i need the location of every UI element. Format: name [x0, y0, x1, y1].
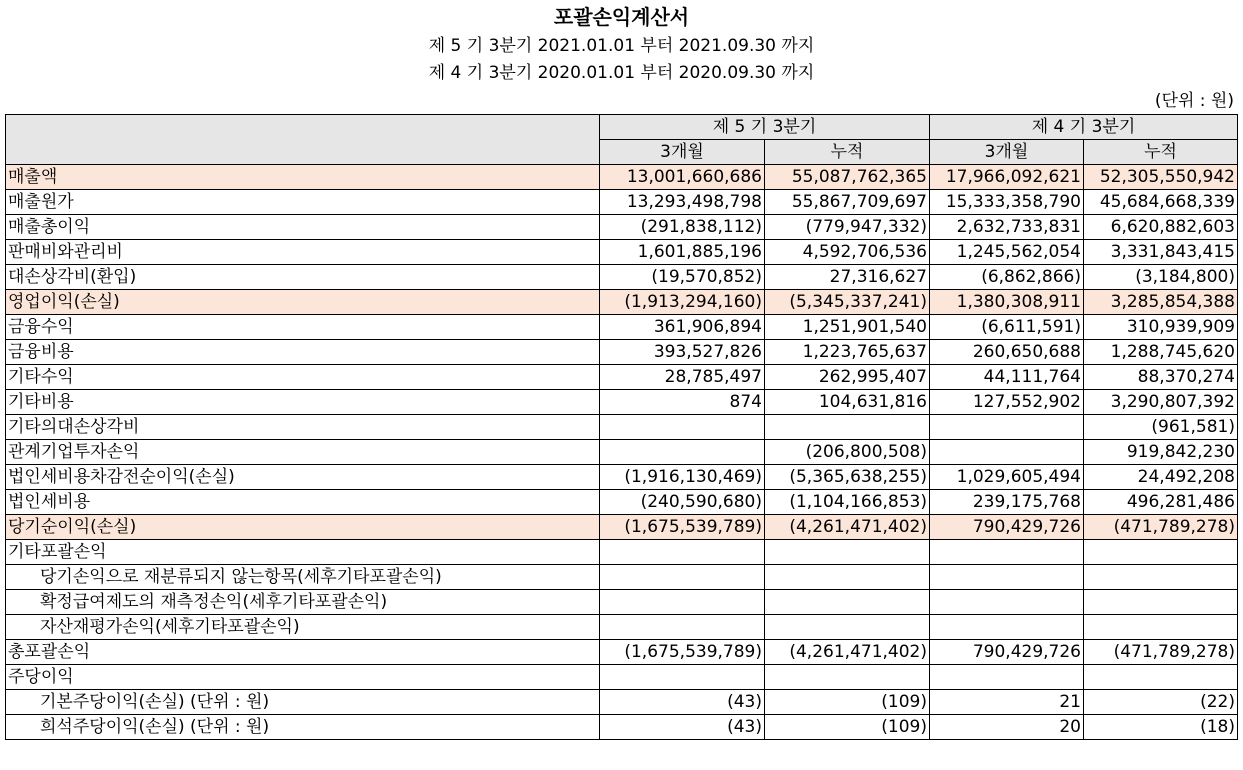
current-cumulative-value: 55,087,762,365	[765, 165, 930, 190]
account-label: 주당이익	[6, 665, 600, 690]
account-label: 기타수익	[6, 365, 600, 390]
prior-three-month-value	[930, 565, 1084, 590]
current-three-month-value: 361,906,894	[600, 315, 765, 340]
prior-cumulative-value: 1,288,745,620	[1084, 340, 1238, 365]
prior-three-month-value	[930, 540, 1084, 565]
current-period-range: 제 5 기 3분기 2021.01.01 부터 2021.09.30 까지	[428, 36, 815, 56]
table-row	[6, 165, 1238, 190]
table-header	[6, 115, 1238, 165]
table-row	[6, 340, 1238, 365]
prior-cumulative-value: (471,789,278)	[1084, 515, 1238, 540]
current-cumulative-value: 4,592,706,536	[765, 240, 930, 265]
current-three-month-value	[600, 565, 765, 590]
table-row	[6, 390, 1238, 415]
current-three-month-value	[600, 440, 765, 465]
table-row	[6, 215, 1238, 240]
current-three-month-value: (1,916,130,469)	[600, 465, 765, 490]
account-label: 영업이익(손실)	[6, 290, 600, 315]
account-label: 관계기업투자손익	[6, 440, 600, 465]
prior-cumulative-value: (961,581)	[1084, 415, 1238, 440]
header-current-period: 제 5 기 3분기	[600, 115, 930, 140]
prior-three-month-value: 15,333,358,790	[930, 190, 1084, 215]
account-label: 금융비용	[6, 340, 600, 365]
unit-label: (단위 : 원)	[1154, 91, 1234, 111]
prior-cumulative-value: 3,331,843,415	[1084, 240, 1238, 265]
current-cumulative-value: (4,261,471,402)	[765, 640, 930, 665]
prior-three-month-value: 260,650,688	[930, 340, 1084, 365]
current-cumulative-value	[765, 665, 930, 690]
prior-cumulative-value	[1084, 665, 1238, 690]
account-label: 기타포괄손익	[6, 540, 600, 565]
current-three-month-value: 13,293,498,798	[600, 190, 765, 215]
prior-three-month-value	[930, 615, 1084, 640]
prior-cumulative-value: 45,684,668,339	[1084, 190, 1238, 215]
current-three-month-value: (1,675,539,789)	[600, 640, 765, 665]
prior-three-month-value: (6,611,591)	[930, 315, 1084, 340]
current-three-month-value: (1,913,294,160)	[600, 290, 765, 315]
prior-three-month-value: 17,966,092,621	[930, 165, 1084, 190]
current-three-month-value: 393,527,826	[600, 340, 765, 365]
account-label: 매출원가	[6, 190, 600, 215]
prior-three-month-value: 239,175,768	[930, 490, 1084, 515]
table-row	[6, 315, 1238, 340]
prior-cumulative-value: 24,492,208	[1084, 465, 1238, 490]
table-row	[6, 415, 1238, 440]
current-three-month-value	[600, 415, 765, 440]
header-current-three-month: 3개월	[600, 140, 765, 165]
prior-three-month-value	[930, 590, 1084, 615]
current-cumulative-value: 262,995,407	[765, 365, 930, 390]
prior-three-month-value	[930, 415, 1084, 440]
table-row	[6, 665, 1238, 690]
prior-three-month-value	[930, 440, 1084, 465]
income-statement-table	[5, 114, 1238, 740]
header-prior-three-month: 3개월	[930, 140, 1084, 165]
current-cumulative-value: 27,316,627	[765, 265, 930, 290]
prior-cumulative-value: 88,370,274	[1084, 365, 1238, 390]
current-cumulative-value: (206,800,508)	[765, 440, 930, 465]
prior-cumulative-value: 6,620,882,603	[1084, 215, 1238, 240]
table-row	[6, 440, 1238, 465]
table-row	[6, 190, 1238, 215]
prior-three-month-value: 1,029,605,494	[930, 465, 1084, 490]
prior-cumulative-value: (18)	[1084, 715, 1238, 740]
table-row	[6, 690, 1238, 715]
account-label: 법인세비용차감전순이익(손실)	[6, 465, 600, 490]
prior-three-month-value: 44,111,764	[930, 365, 1084, 390]
current-three-month-value: 13,001,660,686	[600, 165, 765, 190]
prior-three-month-value: 21	[930, 690, 1084, 715]
table-row	[6, 265, 1238, 290]
prior-cumulative-value: 3,290,807,392	[1084, 390, 1238, 415]
current-cumulative-value: 55,867,709,697	[765, 190, 930, 215]
table-row	[6, 490, 1238, 515]
table-row	[6, 515, 1238, 540]
prior-three-month-value: 2,632,733,831	[930, 215, 1084, 240]
account-label: 총포괄손익	[6, 640, 600, 665]
current-cumulative-value: 1,251,901,540	[765, 315, 930, 340]
prior-cumulative-value	[1084, 565, 1238, 590]
table-row	[6, 640, 1238, 665]
prior-three-month-value: 20	[930, 715, 1084, 740]
current-three-month-value: (240,590,680)	[600, 490, 765, 515]
current-cumulative-value: (779,947,332)	[765, 215, 930, 240]
account-label: 희석주당이익(손실) (단위 : 원)	[6, 715, 600, 740]
prior-cumulative-value: 310,939,909	[1084, 315, 1238, 340]
current-cumulative-value: (4,261,471,402)	[765, 515, 930, 540]
current-cumulative-value: (109)	[765, 715, 930, 740]
header-current-cumulative: 누적	[765, 140, 930, 165]
table-row	[6, 465, 1238, 490]
prior-three-month-value: 1,245,562,054	[930, 240, 1084, 265]
prior-cumulative-value	[1084, 590, 1238, 615]
table-row	[6, 565, 1238, 590]
current-three-month-value	[600, 540, 765, 565]
prior-cumulative-value: (3,184,800)	[1084, 265, 1238, 290]
prior-three-month-value: 790,429,726	[930, 640, 1084, 665]
current-three-month-value: (1,675,539,789)	[600, 515, 765, 540]
account-label: 당기순이익(손실)	[6, 515, 600, 540]
current-three-month-value: 874	[600, 390, 765, 415]
current-three-month-value: (43)	[600, 690, 765, 715]
current-cumulative-value: (5,345,337,241)	[765, 290, 930, 315]
table-row	[6, 540, 1238, 565]
prior-cumulative-value	[1084, 540, 1238, 565]
prior-cumulative-value: (471,789,278)	[1084, 640, 1238, 665]
prior-cumulative-value: 919,842,230	[1084, 440, 1238, 465]
account-label: 기타의대손상각비	[6, 415, 600, 440]
table-row	[6, 365, 1238, 390]
prior-cumulative-value: 3,285,854,388	[1084, 290, 1238, 315]
table-row	[6, 290, 1238, 315]
current-cumulative-value	[765, 615, 930, 640]
prior-period-range: 제 4 기 3분기 2020.01.01 부터 2020.09.30 까지	[428, 63, 815, 83]
current-cumulative-value: (1,104,166,853)	[765, 490, 930, 515]
account-label: 금융수익	[6, 315, 600, 340]
current-three-month-value: (43)	[600, 715, 765, 740]
table-row	[6, 240, 1238, 265]
current-three-month-value: (19,570,852)	[600, 265, 765, 290]
account-label: 판매비와관리비	[6, 240, 600, 265]
table-row	[6, 615, 1238, 640]
header-prior-period: 제 4 기 3분기	[930, 115, 1238, 140]
account-label: 매출액	[6, 165, 600, 190]
prior-cumulative-value: (22)	[1084, 690, 1238, 715]
current-three-month-value: 1,601,885,196	[600, 240, 765, 265]
current-three-month-value: 28,785,497	[600, 365, 765, 390]
current-three-month-value	[600, 590, 765, 615]
account-label: 기본주당이익(손실) (단위 : 원)	[6, 690, 600, 715]
current-three-month-value: (291,838,112)	[600, 215, 765, 240]
current-cumulative-value: 104,631,816	[765, 390, 930, 415]
header-prior-cumulative: 누적	[1084, 140, 1238, 165]
prior-three-month-value: 1,380,308,911	[930, 290, 1084, 315]
current-cumulative-value	[765, 415, 930, 440]
account-label: 법인세비용	[6, 490, 600, 515]
table-body	[6, 165, 1238, 740]
account-label: 기타비용	[6, 390, 600, 415]
statement-title: 포괄손익계산서	[553, 5, 690, 29]
current-cumulative-value: (5,365,638,255)	[765, 465, 930, 490]
prior-three-month-value: (6,862,866)	[930, 265, 1084, 290]
header-account-cell	[6, 115, 600, 165]
account-label: 자산재평가손익(세후기타포괄손익)	[6, 615, 600, 640]
account-label: 당기손익으로 재분류되지 않는항목(세후기타포괄손익)	[6, 565, 600, 590]
header-row-periods	[6, 115, 1238, 140]
prior-cumulative-value	[1084, 615, 1238, 640]
current-cumulative-value	[765, 540, 930, 565]
account-label: 매출총이익	[6, 215, 600, 240]
table-row	[6, 715, 1238, 740]
prior-three-month-value: 790,429,726	[930, 515, 1084, 540]
current-cumulative-value	[765, 565, 930, 590]
account-label: 대손상각비(환입)	[6, 265, 600, 290]
account-label: 확정급여제도의 재측정손익(세후기타포괄손익)	[6, 590, 600, 615]
prior-three-month-value	[930, 665, 1084, 690]
table-row	[6, 590, 1238, 615]
current-cumulative-value	[765, 590, 930, 615]
current-three-month-value	[600, 615, 765, 640]
prior-cumulative-value: 52,305,550,942	[1084, 165, 1238, 190]
prior-three-month-value: 127,552,902	[930, 390, 1084, 415]
current-three-month-value	[600, 665, 765, 690]
current-cumulative-value: 1,223,765,637	[765, 340, 930, 365]
prior-cumulative-value: 496,281,486	[1084, 490, 1238, 515]
current-cumulative-value: (109)	[765, 690, 930, 715]
